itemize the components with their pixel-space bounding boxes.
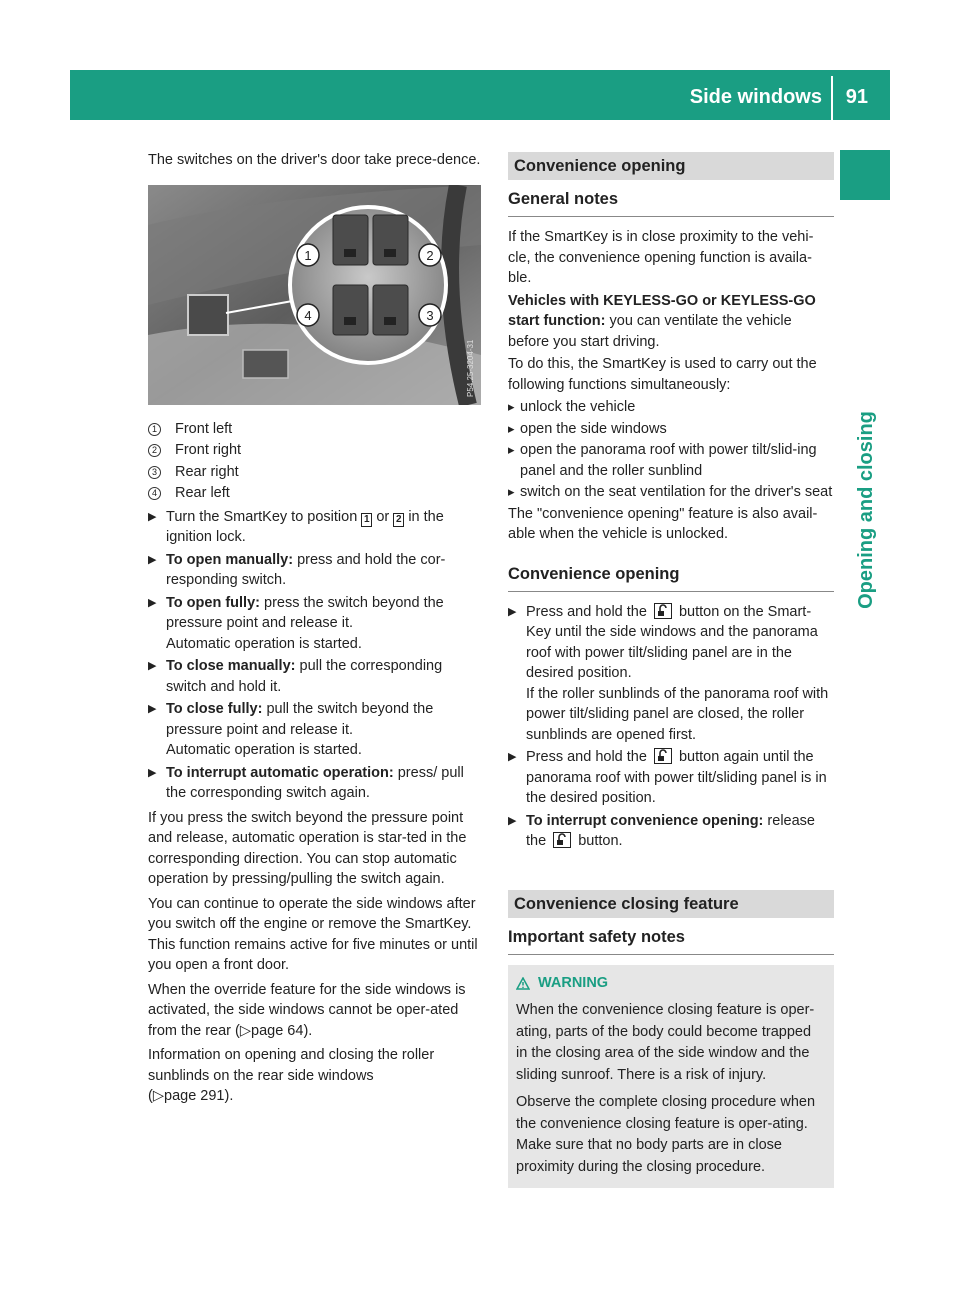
page-291-link[interactable]: page 291 xyxy=(164,1088,225,1104)
unlock-icon xyxy=(553,832,571,848)
step-text: button. xyxy=(578,833,623,849)
callout-4 xyxy=(297,304,319,326)
warning-text-2: Observe the complete closing procedure when the convenience closing feature is oper-ating. Make sure that no body parts are in close proximity during the closing procedure. xyxy=(516,1094,816,1175)
step-label: To open manually: xyxy=(166,551,294,568)
step-label: To close fully: xyxy=(166,701,263,717)
step-text: pull the switch beyond the pressure point and release it. xyxy=(166,701,434,738)
step-text: Turn the SmartKey to position xyxy=(166,508,358,525)
step-arrow-icon: ▶ xyxy=(148,553,157,566)
step-press-hold xyxy=(508,602,834,746)
step-text: press and hold the cor-responding switch. xyxy=(166,551,446,588)
list-item: ▸ open the side windows xyxy=(508,419,834,440)
step-text: Press and hold the xyxy=(526,749,647,765)
step-arrow-icon: ▶ xyxy=(148,596,157,609)
chapter-label xyxy=(843,360,889,660)
legend-item xyxy=(148,419,481,440)
intro-text: The switches on the driver's door take prece-dence. xyxy=(148,152,481,168)
callout-4-label: 4 xyxy=(304,307,312,323)
left-column xyxy=(148,150,481,1109)
bullet-icon: ▸ xyxy=(508,484,515,499)
callout-1-label: 1 xyxy=(304,247,312,263)
step-arrow-icon: ▶ xyxy=(148,703,157,715)
paragraph-automatic: If you press the switch beyond the pressure point and release, automatic operation is star-ted in the corresponding direction. You can stop automatic operation by pressing/pulling the switch again. xyxy=(148,809,467,887)
chapter-label-text: Opening and closing xyxy=(854,411,877,609)
step-label: To close manually: xyxy=(166,658,296,674)
callout-1 xyxy=(297,244,319,266)
page-ref-arrow-icon: ▷ xyxy=(239,1022,252,1039)
step-text: button again until the panorama roof with power tilt/sliding panel is in the desired position. xyxy=(526,749,827,806)
step-text: release the xyxy=(526,812,815,849)
subheading-safety-notes: Important safety notes xyxy=(508,918,834,955)
callout-3-label: 3 xyxy=(426,307,434,323)
step-interrupt-convenience xyxy=(508,811,834,852)
list-item: ▸ open the panorama roof with power tilt/slid-ing panel and the roller sunblind xyxy=(508,440,834,481)
legend-number: 2 xyxy=(148,444,161,457)
step-text: press/ pull the corresponding switch again. xyxy=(166,764,464,801)
step-close-manually xyxy=(148,656,481,697)
unlock-icon xyxy=(654,603,672,619)
section-heading-convenience-closing: Convenience closing feature xyxy=(508,890,834,918)
function-list xyxy=(508,397,834,503)
paragraph-override xyxy=(148,980,481,1042)
step-close-fully xyxy=(148,699,481,761)
legend-label: Front right xyxy=(175,442,242,458)
callout-3 xyxy=(419,304,441,326)
section-title: Side windows xyxy=(689,86,822,108)
warning-title: WARNING xyxy=(538,974,609,991)
header-bar xyxy=(70,70,890,120)
unlock-icon xyxy=(654,748,672,764)
paragraph-sunblinds: Information on opening and closing the roller sunblinds on the rear side windows (▷page 291). xyxy=(148,1047,435,1104)
legend-label: Rear right xyxy=(175,463,239,480)
photo-code: P54.25-3204-31 xyxy=(466,339,475,397)
step-text: or xyxy=(376,508,390,525)
warning-triangle-icon xyxy=(516,977,530,990)
legend-list xyxy=(148,419,481,504)
key-position-2: 2 xyxy=(393,513,404,527)
step-interrupt xyxy=(148,763,481,804)
warning-header xyxy=(516,973,826,995)
chapter-tab xyxy=(840,150,890,200)
paragraph-text: ). xyxy=(224,1088,234,1104)
step-label: To interrupt automatic operation: xyxy=(166,764,394,781)
header-divider xyxy=(831,76,833,120)
legend-number: 3 xyxy=(148,466,161,479)
section-heading-convenience-opening: Convenience opening xyxy=(508,152,834,180)
step-result: Automatic operation is started. xyxy=(166,742,362,758)
paragraph-text: Information on opening and closing the roller sunblinds on the rear side windows xyxy=(148,1047,435,1084)
step-arrow-icon: ▶ xyxy=(148,766,157,779)
door-switch-photo xyxy=(148,185,481,405)
page-64-link[interactable]: page 64 xyxy=(251,1022,304,1039)
paragraph-text: When the override feature for the side windows is activated, the side windows cannot be oper-ated from the rear ( xyxy=(148,981,466,1039)
step-arrow-icon: ▶ xyxy=(148,660,157,672)
door-switch-illustration xyxy=(148,185,481,405)
step-label: To interrupt convenience opening: xyxy=(526,812,764,829)
legend-number: 4 xyxy=(148,487,161,500)
general-notes-para3: To do this, the SmartKey is used to carry out the following functions simultaneously: xyxy=(508,356,817,393)
legend-label: Front left xyxy=(175,420,233,437)
callout-2 xyxy=(419,244,441,266)
step-text: pull the corresponding switch and hold it. xyxy=(166,658,443,695)
paragraph-continue: You can continue to operate the side windows after you switch off the engine or remove the SmartKey. This function remains active for five minutes or until you open a front door. xyxy=(148,895,478,973)
general-notes-para4: The "convenience opening" feature is also avail-able when the vehicle is unlocked. xyxy=(508,505,818,542)
warning-box xyxy=(508,965,834,1189)
warning-text-1: When the convenience closing feature is oper-ating, parts of the body could become trapped in the closing area of the side window and the sliding sunroof. There is a risk of injury. xyxy=(516,1002,815,1083)
bullet-icon: ▸ xyxy=(508,399,515,414)
list-item: ▸ unlock the vehicle xyxy=(508,397,834,418)
general-notes-para2 xyxy=(508,291,834,353)
key-position-1: 1 xyxy=(361,513,372,527)
step-text: Press and hold the xyxy=(526,603,647,620)
right-column xyxy=(508,152,834,1188)
step-arrow-icon: ▶ xyxy=(508,605,517,618)
legend-label: Rear left xyxy=(175,485,230,501)
step-arrow-icon: ▶ xyxy=(508,751,517,763)
step-press-hold-again xyxy=(508,747,834,809)
paragraph-text: ). xyxy=(303,1022,313,1039)
step-open-manually xyxy=(148,550,481,591)
page-ref-arrow-icon: ▷ xyxy=(152,1088,164,1104)
bullet-icon: ▸ xyxy=(508,442,515,457)
step-arrow-icon: ▶ xyxy=(148,510,157,523)
subheading-general-notes: General notes xyxy=(508,180,834,217)
page-number: 91 xyxy=(845,86,868,108)
step-result: Automatic operation is started. xyxy=(166,635,362,652)
legend-item xyxy=(148,440,481,461)
step-result: If the roller sunblinds of the panorama roof with power tilt/sliding panel are closed, the roller sunblinds are opened first. xyxy=(526,685,829,743)
legend-item xyxy=(148,462,481,483)
paragraph-text: you can ventilate the vehicle before you start driving. xyxy=(508,313,792,350)
legend-item xyxy=(148,483,481,504)
step-turn-key xyxy=(148,507,481,548)
step-text: press the switch beyond the pressure point and release it. xyxy=(166,594,444,631)
step-open-fully xyxy=(148,593,481,655)
bold-label: Vehicles with KEYLESS-GO or KEYLESS-GO start function: xyxy=(508,292,816,329)
bullet-icon: ▸ xyxy=(508,420,515,436)
step-text: button on the Smart-Key until the side windows and the panorama roof with power tilt/sliding panel are in the desired position. xyxy=(526,603,818,681)
step-text: in the ignition lock. xyxy=(166,508,444,545)
general-notes-para1: If the SmartKey is in close proximity to the vehi-cle, the convenience opening function is availa-ble. xyxy=(508,229,814,286)
callout-2-label: 2 xyxy=(426,247,434,263)
legend-number: 1 xyxy=(148,423,161,436)
step-label: To open fully: xyxy=(166,594,260,611)
list-item: ▸ switch on the seat ventilation for the driver's seat xyxy=(508,482,834,503)
step-arrow-icon: ▶ xyxy=(508,814,517,827)
subheading-convenience-opening: Convenience opening xyxy=(508,555,834,592)
